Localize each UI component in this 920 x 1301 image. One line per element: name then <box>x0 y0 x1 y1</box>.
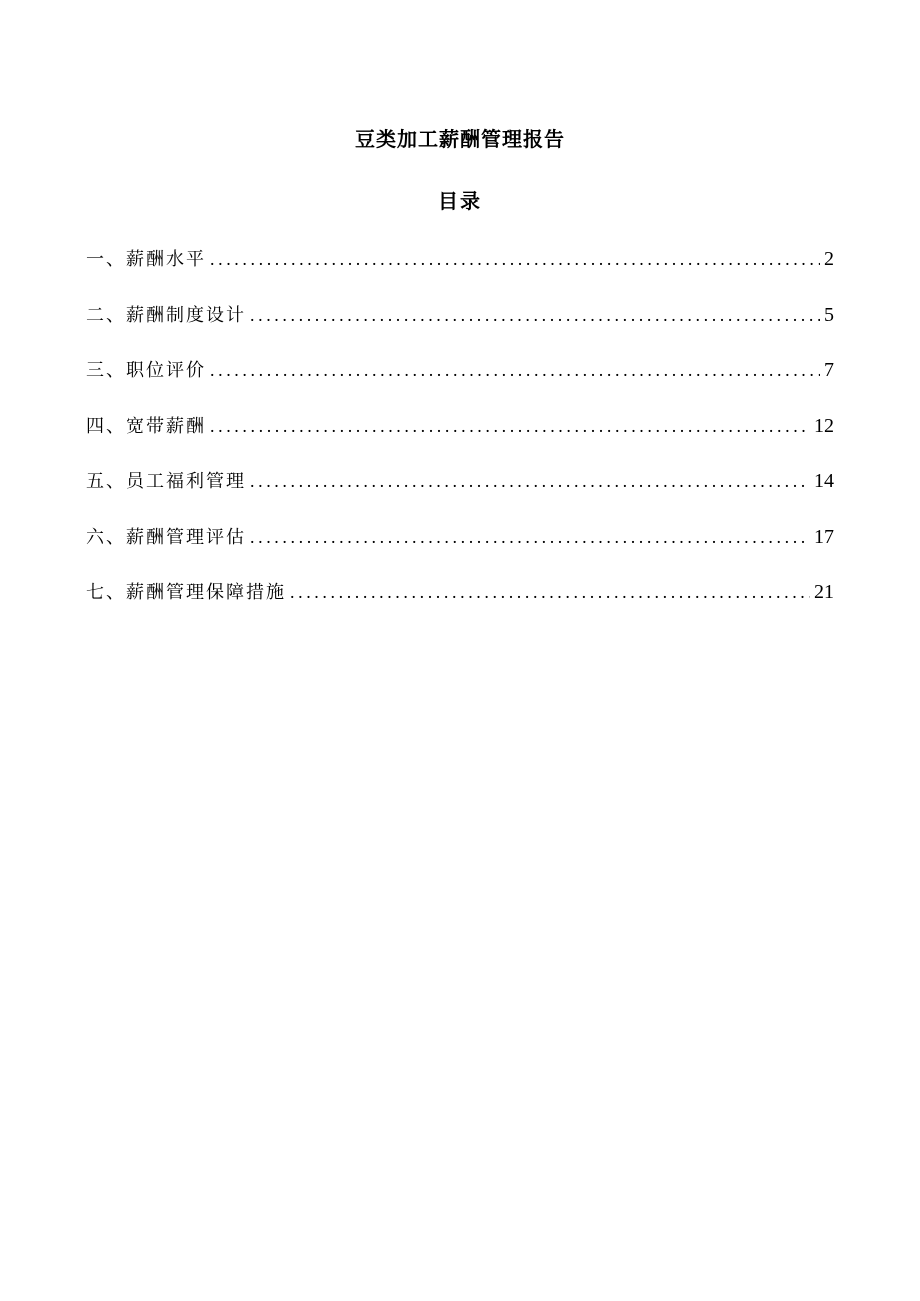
toc-entry[interactable] <box>86 466 834 522</box>
toc-dot-leader <box>250 300 820 330</box>
toc-entry-page-number: 14 <box>814 470 834 492</box>
toc-entry-label: 三、职位评价 <box>86 360 206 381</box>
toc-dot-leader <box>210 244 820 274</box>
toc-entry[interactable] <box>86 355 834 411</box>
toc-entry-page-number: 21 <box>814 581 834 603</box>
toc-entry-page-number: 2 <box>824 248 834 270</box>
toc-dot-leader <box>250 522 810 552</box>
toc-entry-label: 五、员工福利管理 <box>86 471 246 492</box>
toc-entry-page-number: 7 <box>824 359 834 381</box>
toc-entry-label: 七、薪酬管理保障措施 <box>86 582 286 603</box>
toc-entry[interactable] <box>86 300 834 356</box>
toc-entry-label: 一、薪酬水平 <box>86 249 206 270</box>
toc-entry-page-number: 12 <box>814 414 834 437</box>
toc-dot-leader <box>250 466 810 496</box>
toc-entry[interactable] <box>86 522 834 578</box>
toc-entry-label: 六、薪酬管理评估 <box>86 526 246 548</box>
toc-entry[interactable] <box>86 411 834 467</box>
toc-entry-label: 四、宽带薪酬 <box>86 415 206 437</box>
toc-entry-page-number: 5 <box>824 303 834 326</box>
table-of-contents <box>86 244 834 633</box>
toc-entry[interactable] <box>86 244 834 300</box>
toc-entry-page-number: 17 <box>814 525 834 548</box>
toc-dot-leader <box>210 355 820 385</box>
toc-heading: 目录 <box>438 189 482 213</box>
toc-entry-label: 二、薪酬制度设计 <box>86 304 246 326</box>
toc-entry[interactable] <box>86 577 834 633</box>
toc-dot-leader <box>210 411 810 441</box>
toc-dot-leader <box>290 577 810 607</box>
document-title: 豆类加工薪酬管理报告 <box>355 127 565 151</box>
